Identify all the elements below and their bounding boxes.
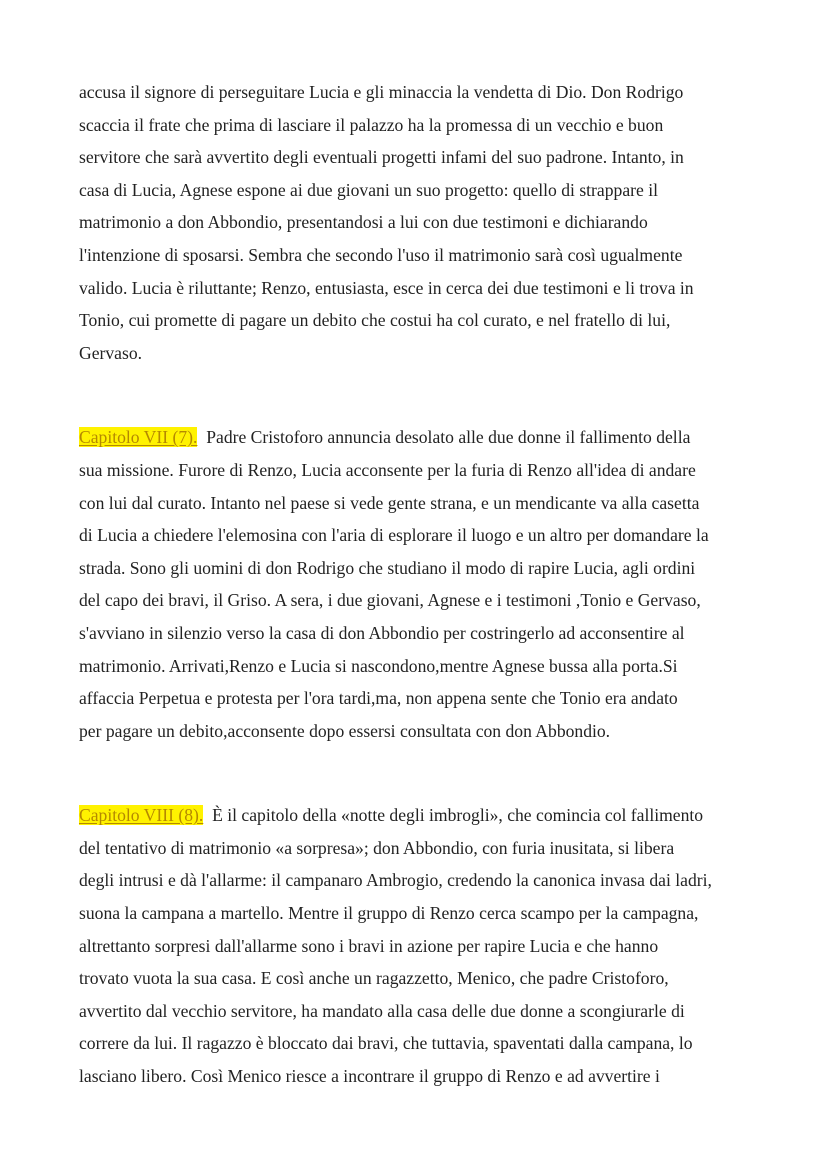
text-line: altrettanto sorpresi dall'allarme sono i bravi in azione per rapire Lucia e che hanno [79, 935, 659, 956]
text-line [79, 799, 759, 832]
text-line: Gervaso. [79, 342, 143, 363]
text-line [79, 421, 759, 454]
text-line: di Lucia a chiedere l'elemosina con l'aria di esplorare il luogo e un altro per domandare la [79, 525, 709, 546]
chapter-7-first-line: Padre Cristoforo annuncia desolato alle due donne il fallimento della [206, 427, 691, 448]
text-line: accusa il signore di perseguitare Lucia e gli minaccia la vendetta di Dio. Don Rodrigo [79, 82, 684, 102]
document-page [79, 76, 759, 1093]
text-line: strada. Sono gli uomini di don Rodrigo che studiano il modo di rapire Lucia, agli ordini [79, 557, 696, 578]
chapter-8-first-line: È il capitolo della «notte degli imbrogli», che comincia col fallimento [212, 805, 704, 826]
text-line: degli intrusi e dà l'allarme: il campanaro Ambrogio, credendo la canonica invasa dai ladri, [79, 870, 712, 891]
text-line: scaccia il frate che prima di lasciare il palazzo ha la promessa di un vecchio e buon [79, 114, 664, 135]
text-line: sua missione. Furore di Renzo, Lucia acconsente per la furia di Renzo all'idea di andare [79, 459, 696, 480]
text-line: per pagare un debito,acconsente dopo essersi consultata con don Abbondio. [79, 720, 611, 741]
text-line: s'avviano in silenzio verso la casa di don Abbondio per costringerlo ad acconsentire al [79, 622, 685, 643]
text-line: l'intenzione di sposarsi. Sembra che secondo l'uso il matrimonio sarà così ugualmente [79, 244, 683, 265]
text-line: lasciano libero. Così Menico riesce a incontrare il gruppo di Renzo e ad avvertire i [79, 1066, 660, 1087]
chapter-8-heading: Capitolo VIII (8). [79, 805, 204, 826]
intro-paragraph [79, 76, 759, 369]
text-line: Tonio, cui promette di pagare un debito che costui ha col curato, e nel fratello di lui, [79, 310, 671, 331]
text-line: del capo dei bravi, il Griso. A sera, i due giovani, Agnese e i testimoni ,Tonio e Gervaso, [79, 590, 701, 611]
paragraph-gap [79, 747, 759, 799]
text-line: casa di Lucia, Agnese espone ai due giovani un suo progetto: quello di strappare il [79, 179, 658, 200]
text-line: servitore che sarà avvertito degli eventuali progetti infami del suo padrone. Intanto, in [79, 147, 684, 168]
text-line: con lui dal curato. Intanto nel paese si vede gente strana, e un mendicante va alla casetta [79, 492, 700, 513]
text-line: matrimonio a don Abbondio, presentandosi a lui con due testimoni e dichiarando [79, 212, 648, 233]
text-line: affaccia Perpetua e protesta per l'ora tardi,ma, non appena sente che Tonio era andato [79, 688, 678, 709]
text-line: del tentativo di matrimonio «a sorpresa»; don Abbondio, con furia inusitata, si libera [79, 837, 675, 858]
text-line: matrimonio. Arrivati,Renzo e Lucia si nascondono,mentre Agnese bussa alla porta.Si [79, 655, 678, 676]
paragraph-gap [79, 369, 759, 421]
chapter-7-heading: Capitolo VII (7). [79, 427, 198, 448]
text-line: valido. Lucia è riluttante; Renzo, entusiasta, esce in cerca dei due testimoni e li trova in [79, 277, 694, 298]
text-line: correre da lui. Il ragazzo è bloccato dai bravi, che tuttavia, spaventati dalla campana, lo [79, 1033, 693, 1054]
text-line: trovato vuota la sua casa. E così anche un ragazzetto, Menico, che padre Cristoforo, [79, 968, 669, 989]
chapter-8-paragraph [79, 799, 759, 1092]
text-line: avvertito dal vecchio servitore, ha mandato alla casa delle due donne a scongiurarle di [79, 1000, 685, 1021]
text-line: suona la campana a martello. Mentre il gruppo di Renzo cerca scampo per la campagna, [79, 903, 699, 924]
chapter-7-paragraph [79, 421, 759, 747]
